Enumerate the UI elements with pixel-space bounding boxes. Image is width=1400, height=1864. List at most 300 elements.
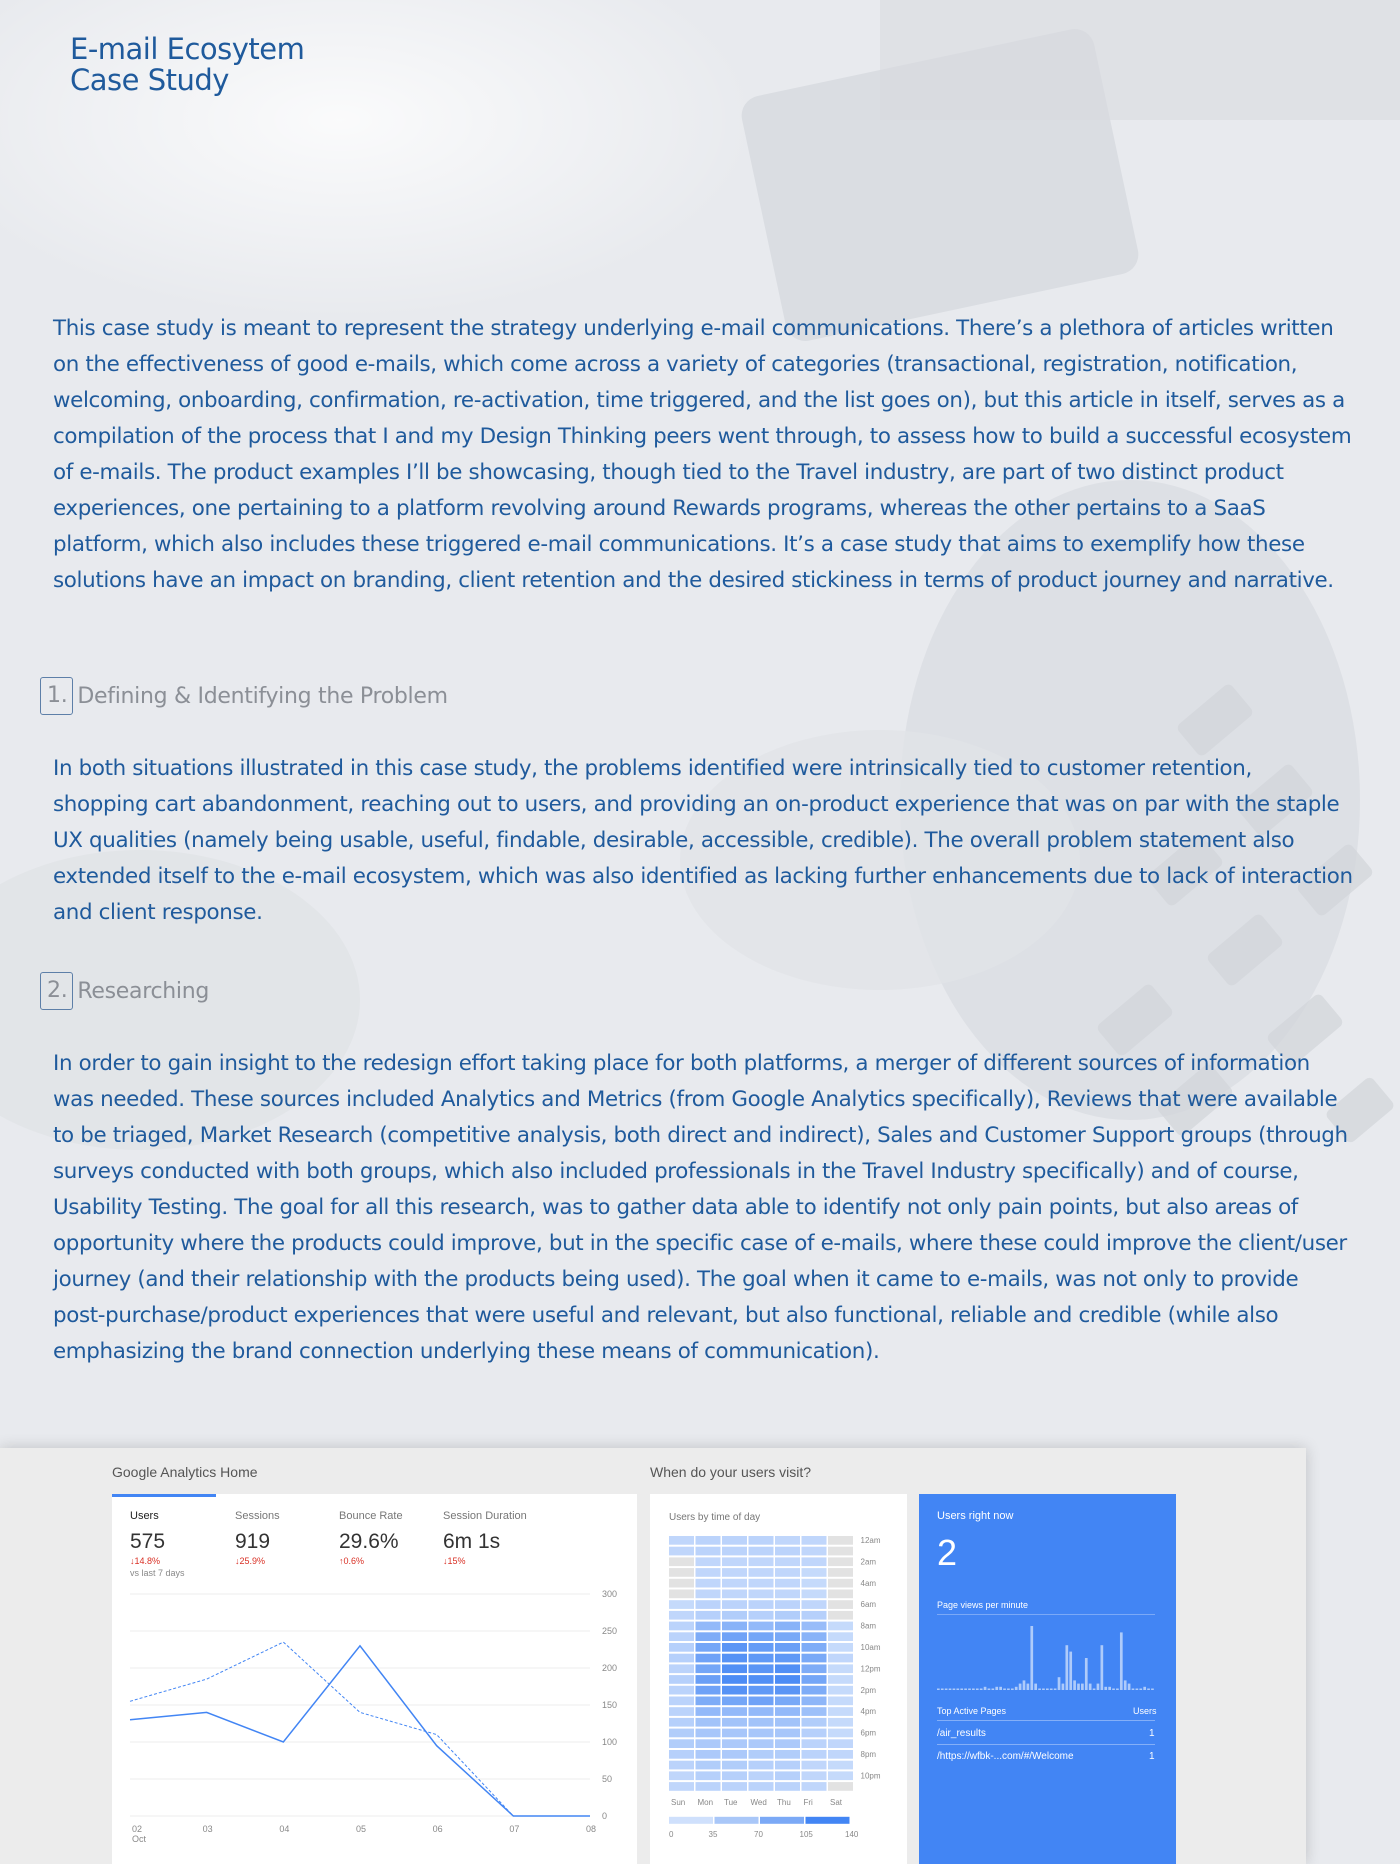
section-number: 2. [40,972,73,1010]
heatmap-cell [722,1771,747,1780]
heatmap-col-label: Sun [671,1797,686,1807]
section-number: 1. [40,677,73,715]
heatmap-cell [722,1707,747,1716]
heatmap-cell [669,1664,694,1673]
top-pages-header: Top Active Pages [937,1706,1007,1716]
heatmap-cell [669,1547,694,1556]
metric-value: 919 [235,1530,271,1553]
pageview-bar [941,1689,944,1691]
heatmap-cell [696,1557,721,1566]
heatmap-cell [775,1761,800,1770]
heatmap-cell [669,1675,694,1684]
page-row-users: 1 [1149,1728,1155,1739]
pageview-bar [953,1689,956,1691]
pageview-bar [1069,1652,1072,1690]
heatmap-row-label: 6pm [860,1728,877,1738]
heatmap-cell [775,1686,800,1695]
metric-name: Sessions [235,1510,280,1522]
heatmap-cell [828,1782,853,1791]
scale-label: 0 [669,1829,674,1839]
heatmap-cell [802,1568,827,1577]
heatmap-cell [749,1782,774,1791]
heatmap-cell [722,1622,747,1631]
heatmap-cell [696,1590,721,1599]
pageview-bar [1132,1689,1135,1691]
heatmap-cell [669,1686,694,1695]
pageview-bar [945,1689,948,1691]
page-row-path[interactable]: /https://wfbk-...com/#/Welcome [937,1751,1074,1762]
users-line-chart [112,1494,637,1864]
heatmap-cell [696,1547,721,1556]
y-tick-label: 100 [602,1737,618,1747]
heatmap-cell [828,1622,853,1631]
heatmap-cell [669,1750,694,1759]
pageview-bar [956,1689,959,1691]
heatmap-cell [669,1536,694,1545]
heatmap-cell [722,1579,747,1588]
heatmap-cell [722,1643,747,1652]
heatmap-cell [802,1579,827,1588]
pageview-bar [1034,1684,1037,1690]
metric-value: 29.6% [339,1530,399,1553]
heatmap-cell [696,1697,721,1706]
heatmap-cell [749,1600,774,1609]
pageview-bar [1085,1658,1088,1690]
heatmap-cell [802,1547,827,1556]
heatmap-cell [749,1750,774,1759]
heatmap-cell [802,1632,827,1641]
heatmap-cell [828,1739,853,1748]
pageview-bar [937,1689,940,1691]
heatmap-cell [696,1729,721,1738]
heatmap-cell [696,1771,721,1780]
heatmap-cell [696,1568,721,1577]
heatmap-row-label: 6am [860,1600,877,1610]
research-paragraph: In order to gain insight to the redesign effort taking place for both platforms, a merger of different sources of information was needed. These sources included Analytics and Metrics (from Google Analytics specifically), Reviews that were available to be triaged, Market Research (competitive analysis, both direct and indirect), Sales and Customer Support groups (through surveys conducted with both groups, which also included professionals in the Travel Industry specifically) and of course, Usability Testing. The goal for all this research, was to gather data able to identify not only pain points, but also areas of opportunity where the products could improve, but in the specific case of e-mails, where these could improve the client/user journey (and their relationship with the products being used). The goal when it came to e-mails, was not only to provide post-purchase/product experiences that were useful and relevant, but also functional, reliable and credible (while also emphasizing the brand connection underlying these means of communication). [53,1051,1348,1364]
heatmap-cell [749,1622,774,1631]
heatmap-cell [802,1718,827,1727]
page-row-users: 1 [1149,1751,1155,1762]
realtime-count: 2 [937,1532,958,1573]
heatmap-row-label: 2pm [860,1685,877,1695]
page-title [70,34,304,96]
pageview-bar [988,1689,991,1691]
heatmap-cell [749,1761,774,1770]
section-title: Researching [77,978,210,1004]
heatmap-cell [722,1739,747,1748]
heatmap-row-label: 10am [860,1643,881,1652]
heatmap-cell [802,1557,827,1566]
pageview-bar [1027,1684,1030,1690]
time-of-day-heatmap [650,1494,907,1864]
x-tick-label: 04 [279,1824,290,1834]
heatmap-cell [775,1600,800,1609]
heatmap-cell [828,1643,853,1652]
pageview-bar [1023,1680,1026,1690]
heatmap-cell [828,1654,853,1663]
title-line-2: Case Study [70,63,229,97]
heatmap-cell [669,1729,694,1738]
x-tick-label: 06 [432,1824,443,1834]
heatmap-cell [775,1654,800,1663]
heatmap-cell [775,1536,800,1545]
visit-label: When do your users visit? [650,1464,812,1480]
heatmap-cell [669,1771,694,1780]
heatmap-cell [696,1611,721,1620]
heatmap-title: Users by time of day [669,1512,761,1523]
metric-value: 575 [130,1530,166,1553]
heatmap-cell [669,1622,694,1631]
heatmap-cell [802,1590,827,1599]
heatmap-cell [802,1536,827,1545]
x-sublabel: Oct [132,1834,147,1844]
overview-card [112,1494,637,1864]
heatmap-cell [775,1718,800,1727]
heatmap-cell [722,1750,747,1759]
heatmap-cell [696,1654,721,1663]
pageview-bar [1058,1677,1061,1690]
pageview-bar [995,1687,998,1690]
users-line [130,1646,590,1816]
heatmap-cell [828,1675,853,1684]
heatmap-cell [722,1729,747,1738]
heatmap-cell [749,1664,774,1673]
heatmap-cell [669,1739,694,1748]
heatmap-cell [749,1579,774,1588]
x-tick-label: 02 [132,1824,143,1834]
heatmap-cell [775,1697,800,1706]
pageview-bar [1136,1689,1139,1691]
heatmap-cell [669,1707,694,1716]
heatmap-cell [828,1557,853,1566]
pageview-bar [1003,1689,1006,1691]
heatmap-row-label: 2am [860,1557,877,1567]
heatmap-cell [722,1654,747,1663]
heatmap-cell [775,1590,800,1599]
pageview-bar [972,1689,975,1691]
section-title: Defining & Identifying the Problem [77,683,448,709]
scale-label: 35 [708,1829,718,1839]
heatmap-cell [749,1643,774,1652]
heatmap-col-label: Tue [724,1797,738,1807]
heatmap-cell [802,1782,827,1791]
pageview-bar [984,1687,987,1690]
heatmap-cell [749,1590,774,1599]
heatmap-cell [669,1761,694,1770]
heatmap-cell [669,1654,694,1663]
heatmap-cell [696,1739,721,1748]
users-header: Users [1133,1706,1157,1716]
heatmap-cell [669,1643,694,1652]
heatmap-cell [828,1590,853,1599]
pageview-bar [992,1689,995,1691]
scale-segment [669,1817,713,1824]
metric-change: ↓14.8% [130,1556,161,1566]
heatmap-cell [669,1611,694,1620]
heatmap-cell [828,1750,853,1759]
heatmap-cell [775,1622,800,1631]
heatmap-row-label: 8am [860,1621,877,1631]
heatmap-cell [775,1547,800,1556]
heatmap-cell [749,1739,774,1748]
heatmap-cell [828,1632,853,1641]
heatmap-cell [722,1611,747,1620]
heatmap-cell [696,1643,721,1652]
heatmap-cell [828,1579,853,1588]
heatmap-cell [696,1686,721,1695]
heatmap-cell [749,1568,774,1577]
pageview-bar [1081,1684,1084,1690]
pageviews-label: Page views per minute [937,1600,1029,1610]
heatmap-cell [669,1697,694,1706]
y-tick-label: 0 [602,1811,608,1821]
heatmap-cell [669,1632,694,1641]
metric-change: ↓25.9% [235,1556,266,1566]
heatmap-cell [696,1579,721,1588]
metric-change: ↑0.6% [339,1556,365,1566]
heatmap-cell [775,1611,800,1620]
heatmap-cell [749,1611,774,1620]
scale-label: 140 [845,1829,859,1839]
heatmap-cell [749,1557,774,1566]
heatmap-cell [775,1739,800,1748]
heatmap-col-label: Mon [697,1797,714,1807]
pageview-bar [1062,1684,1065,1690]
pageviews-bar-chart [919,1494,1176,1864]
heatmap-cell [775,1643,800,1652]
heatmap-cell [775,1579,800,1588]
x-tick-label: 07 [509,1824,520,1834]
metric-comparison: vs last 7 days [130,1568,185,1578]
heatmap-cell [749,1654,774,1663]
realtime-card [919,1494,1176,1864]
pageview-bar [980,1689,983,1691]
heatmap-row-label: 12pm [860,1664,881,1674]
metric-name: Users [130,1510,159,1522]
heatmap-cell [775,1568,800,1577]
heatmap-cell [828,1729,853,1738]
pageview-bar [1147,1689,1150,1691]
heatmap-cell [722,1632,747,1641]
heatmap-cell [749,1718,774,1727]
analytics-dashboard [0,1448,1306,1864]
heatmap-cell [802,1729,827,1738]
pageview-bar [1143,1687,1146,1690]
pageview-bar [976,1689,979,1691]
heatmap-cell [669,1718,694,1727]
heatmap-cell [722,1761,747,1770]
heatmap-cell [775,1782,800,1791]
heatmap-cell [775,1750,800,1759]
pageview-bar [1124,1680,1127,1690]
heatmap-cell [669,1579,694,1588]
heatmap-cell [722,1568,747,1577]
heatmap-cell [828,1547,853,1556]
heatmap-cell [828,1568,853,1577]
heatmap-cell [722,1686,747,1695]
heatmap-cell [802,1750,827,1759]
pageview-bar [968,1689,971,1691]
heatmap-cell [802,1654,827,1663]
pageview-bar [964,1689,967,1691]
heatmap-row-label: 8pm [860,1750,877,1759]
heatmap-card [650,1494,907,1864]
heatmap-cell [775,1675,800,1684]
pageview-bar [1073,1680,1076,1690]
pageview-bar [1120,1632,1123,1690]
heatmap-row-label: 10pm [860,1771,881,1781]
pageview-bar [1046,1689,1049,1691]
heatmap-cell [696,1632,721,1641]
divider [937,1744,1155,1745]
pageview-bar [949,1689,952,1691]
x-tick-label: 08 [586,1824,597,1834]
heatmap-cell [802,1622,827,1631]
heatmap-cell [802,1761,827,1770]
heatmap-cell [696,1664,721,1673]
heatmap-cell [722,1697,747,1706]
heatmap-cell [696,1718,721,1727]
heatmap-cell [722,1718,747,1727]
heatmap-cell [696,1622,721,1631]
heatmap-cell [802,1643,827,1652]
metric-value: 6m 1s [443,1530,501,1553]
heatmap-cell [775,1632,800,1641]
heatmap-cell [749,1675,774,1684]
pageview-bar [1108,1687,1111,1690]
heatmap-cell [828,1707,853,1716]
heatmap-cell [775,1664,800,1673]
pageview-bar [1093,1689,1096,1691]
heatmap-cell [749,1729,774,1738]
scale-segment [760,1817,804,1824]
heatmap-cell [802,1664,827,1673]
pageview-bar [1011,1689,1014,1691]
pageview-bar [1101,1645,1104,1690]
heatmap-cell [749,1547,774,1556]
heatmap-cell [749,1707,774,1716]
y-tick-label: 200 [602,1663,618,1673]
pageview-bar [999,1687,1002,1690]
y-tick-label: 250 [602,1626,618,1636]
heatmap-cell [669,1782,694,1791]
heatmap-cell [722,1782,747,1791]
pageview-bar [1097,1684,1100,1690]
heatmap-cell [749,1771,774,1780]
ga-home-label: Google Analytics Home [112,1464,258,1480]
scale-label: 70 [754,1829,763,1839]
heatmap-cell [722,1536,747,1545]
heatmap-col-label: Wed [750,1797,767,1807]
heatmap-cell [802,1686,827,1695]
heatmap-cell [696,1782,721,1791]
x-tick-label: 03 [202,1824,213,1834]
scale-segment [806,1817,850,1824]
metric-change: ↓15% [443,1556,466,1566]
heatmap-row-label: 4am [860,1578,877,1588]
pageview-bar [1077,1684,1080,1690]
heatmap-cell [696,1707,721,1716]
heatmap-cell [828,1761,853,1770]
heatmap-col-label: Sat [830,1797,843,1807]
heatmap-cell [828,1771,853,1780]
heatmap-col-label: Fri [803,1797,813,1807]
pageview-bar [1030,1626,1033,1690]
pageview-bar [1112,1689,1115,1691]
heatmap-cell [828,1664,853,1673]
pageview-bar [1019,1684,1022,1690]
heatmap-cell [828,1611,853,1620]
intro-paragraph: This case study is meant to represent the strategy underlying e-mail communications. There’s a plethora of articles written on the effectiveness of good e-mails, which come across a variety of categories (transactional, registration, notification, welcoming, onboarding, confirmation, re-activation, time triggered, and the list goes on), but this article in itself, serves as a compilation of the process that I and my Design Thinking peers went through, to assess how to build a successful ecosystem of e-mails. The product examples I’ll be showcasing, though tied to the Travel industry, are part of two distinct product experiences, one pertaining to a platform revolving around Rewards programs, whereas the other pertains to a SaaS platform, which also includes these triggered e-mail communications. It’s a case study that aims to exemplify how these solutions have an impact on branding, client retention and the desired stickiness in terms of product journey and narrative. [53,316,1352,593]
heatmap-cell [802,1600,827,1609]
heatmap-cell [828,1600,853,1609]
heatmap-cell [749,1536,774,1545]
heatmap-cell [669,1600,694,1609]
heatmap-cell [802,1771,827,1780]
pageview-bar [1054,1689,1057,1691]
heatmap-cell [749,1697,774,1706]
x-tick-label: 05 [356,1824,367,1834]
heatmap-cell [775,1771,800,1780]
y-tick-label: 50 [602,1774,613,1784]
heatmap-cell [802,1697,827,1706]
pageview-bar [1038,1689,1041,1691]
heatmap-cell [749,1632,774,1641]
pageview-bar [1007,1689,1010,1691]
page-row-path[interactable]: /air_results [937,1728,986,1739]
heatmap-row-label: 12am [860,1536,881,1545]
section-heading-research [40,971,209,1011]
pageview-bar [1050,1689,1053,1691]
heatmap-cell [775,1707,800,1716]
heatmap-cell [669,1568,694,1577]
heatmap-cell [722,1600,747,1609]
y-tick-label: 150 [602,1700,618,1710]
heatmap-cell [775,1729,800,1738]
pageview-bar [1042,1689,1045,1691]
pageview-bar [1089,1684,1092,1690]
realtime-title: Users right now [937,1510,1014,1522]
section-heading-problem [40,676,448,716]
pageview-bar [1128,1684,1131,1690]
heatmap-cell [722,1547,747,1556]
title-line-1: E-mail Ecosytem [70,32,305,66]
heatmap-cell [696,1536,721,1545]
heatmap-cell [802,1739,827,1748]
heatmap-cell [722,1664,747,1673]
pageview-bar [1065,1645,1068,1690]
heatmap-cell [722,1590,747,1599]
heatmap-cell [696,1675,721,1684]
pageview-bar [960,1689,963,1691]
heatmap-cell [669,1590,694,1599]
pageview-bar [1151,1689,1154,1691]
problem-paragraph: In both situations illustrated in this case study, the problems identified were intrinsically tied to customer retention, shopping cart abandonment, reaching out to users, and providing an on-product experience that was on par with the staple UX qualities (namely being usable, useful, findable, desirable, accessible, credible). The overall problem statement also extended itself to the e-mail ecosystem, which was also identified as lacking further enhancements due to lack of interaction and client response. [53,756,1353,925]
heatmap-cell [802,1611,827,1620]
heatmap-cell [749,1686,774,1695]
heatmap-cell [828,1718,853,1727]
heatmap-cell [775,1557,800,1566]
y-tick-label: 300 [602,1589,618,1599]
heatmap-cell [696,1750,721,1759]
scale-segment [715,1817,759,1824]
heatmap-cell [828,1686,853,1695]
heatmap-cell [722,1557,747,1566]
heatmap-cell [669,1557,694,1566]
metric-name: Bounce Rate [339,1510,403,1522]
scale-label: 105 [799,1829,813,1839]
divider [937,1720,1155,1721]
